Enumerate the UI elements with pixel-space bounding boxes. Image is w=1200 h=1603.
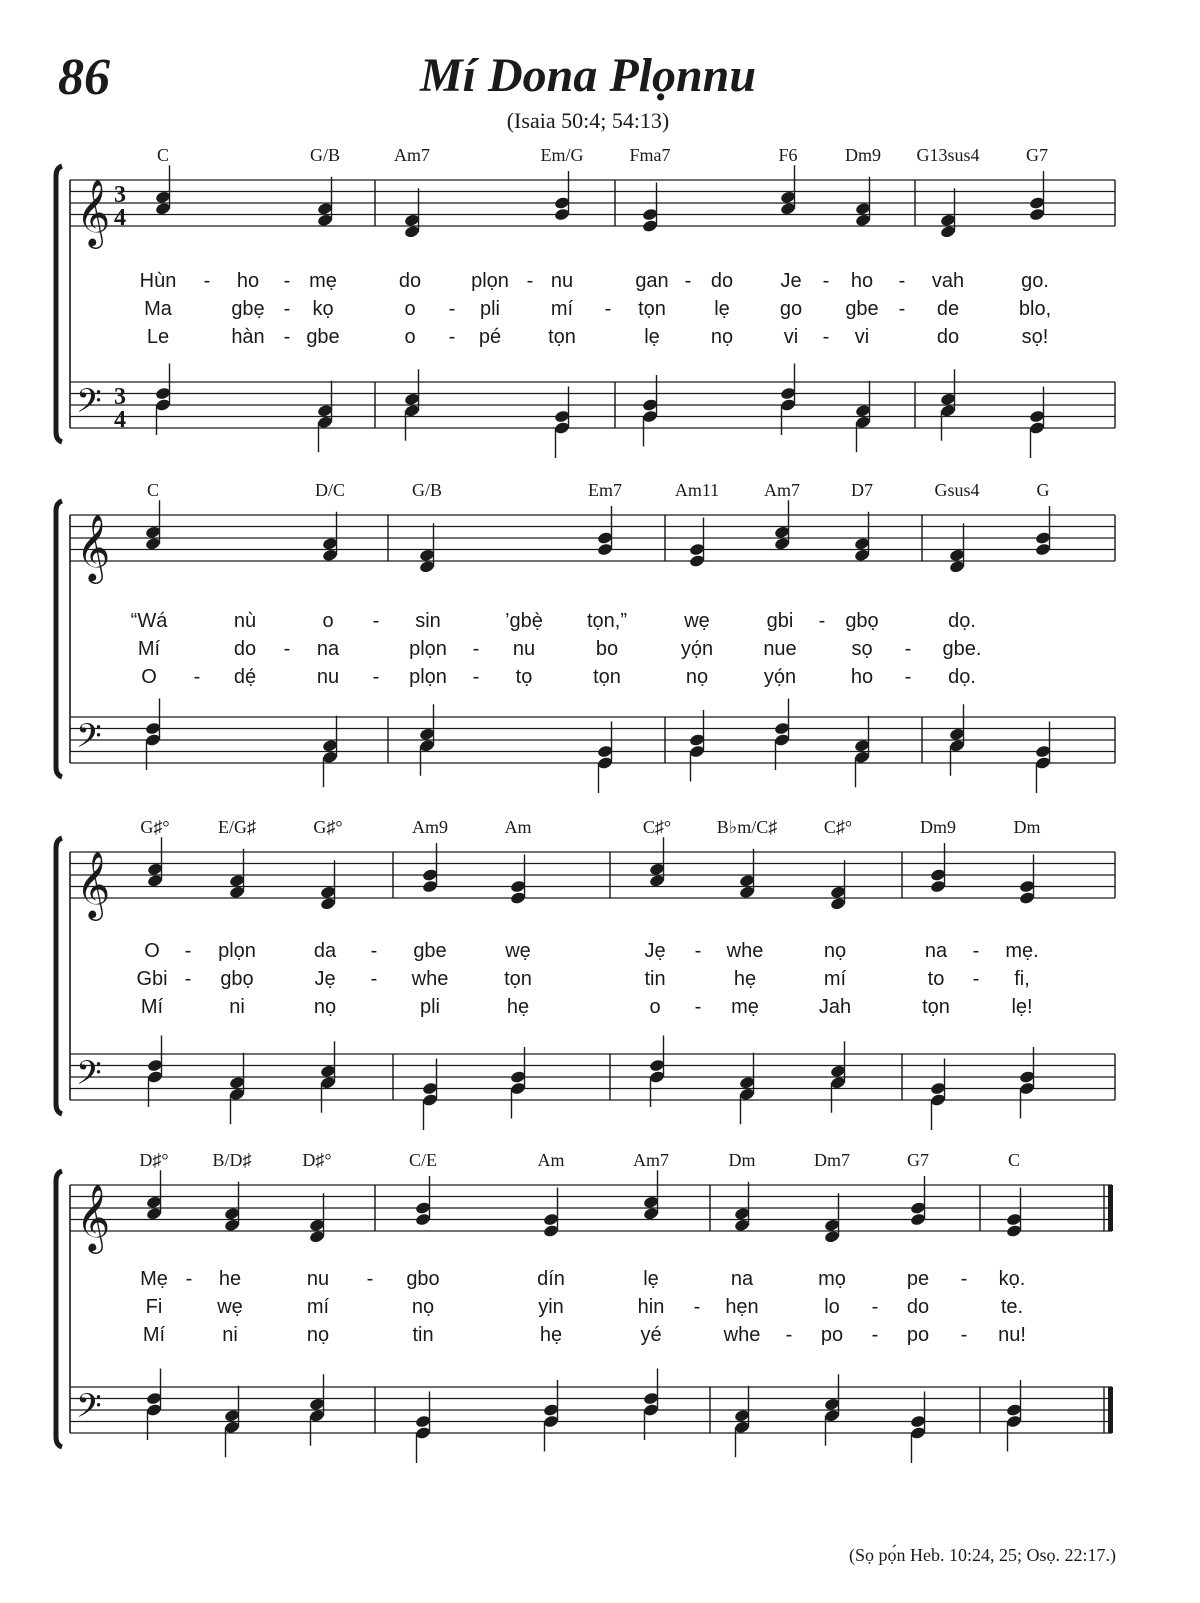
- lyric-syllable: mí: [306, 1296, 330, 1318]
- lyric-syllable: tọ: [515, 666, 533, 688]
- chord-symbol: G13sus4: [916, 145, 980, 165]
- hymn-scripture: (Isaia 50:4; 54:13): [506, 108, 670, 133]
- lyric-syllable: mẹ: [731, 996, 759, 1018]
- lyric-syllable: whe: [411, 968, 449, 990]
- final-barline-thick: [1108, 1387, 1113, 1433]
- lyric-syllable: mí: [550, 298, 574, 320]
- bass-clef-icon: 𝄢: [76, 1387, 102, 1434]
- lyric-syllable: do: [936, 326, 960, 348]
- hymn-title: Mí Dona Plọnnu: [419, 49, 757, 102]
- hymn-number: 86: [58, 49, 110, 106]
- system-bracket: [56, 1171, 62, 1447]
- lyric-syllable: na: [924, 940, 948, 962]
- lyric-syllable: Fi: [145, 1296, 163, 1318]
- chord-symbol: G: [1036, 480, 1050, 500]
- lyric-syllable: pé: [478, 326, 502, 348]
- lyric-syllable: mẹ.: [1005, 940, 1039, 962]
- lyric-syllable: na: [730, 1268, 754, 1290]
- chord-symbol: G/B: [309, 145, 341, 165]
- lyric-syllable: nu: [316, 666, 340, 688]
- lyric-syllable: hẹ: [539, 1324, 563, 1346]
- lyric-syllable: tọn: [593, 666, 621, 688]
- chord-symbol: Dm: [1013, 817, 1041, 837]
- lyric-syllable: nu: [550, 270, 574, 292]
- lyric-syllable: plọn: [409, 638, 447, 660]
- lyric-syllable: “Wá: [130, 610, 168, 632]
- lyric-syllable: lẹ: [714, 298, 730, 320]
- chord-symbol: Em7: [588, 480, 622, 500]
- lyric-syllable: gan: [635, 270, 669, 292]
- time-signature-denominator: 4: [114, 407, 126, 433]
- lyric-hyphen: -: [822, 326, 830, 348]
- lyric-hyphen: -: [370, 940, 378, 962]
- chord-symbol: Fma7: [629, 145, 671, 165]
- lyric-syllable: pli: [479, 298, 501, 320]
- chord-symbol: Dm7: [814, 1150, 850, 1170]
- lyric-hyphen: -: [283, 270, 291, 292]
- lyric-hyphen: -: [372, 610, 380, 632]
- chord-symbol: E/G♯: [218, 817, 256, 837]
- lyric-hyphen: -: [372, 666, 380, 688]
- lyric-syllable: tin: [644, 968, 666, 990]
- lyric-syllable: wẹ: [505, 940, 531, 962]
- lyric-syllable: Jah: [818, 996, 852, 1018]
- lyric-syllable: ni: [229, 996, 245, 1018]
- lyric-hyphen: -: [185, 1268, 193, 1290]
- lyric-syllable: O: [144, 940, 160, 962]
- chord-symbol: Dm9: [845, 145, 881, 165]
- time-signature-numerator: 3: [114, 182, 126, 208]
- chord-symbol: Am7: [633, 1150, 669, 1170]
- lyric-syllable: mẹ: [309, 270, 337, 292]
- time-signature-numerator: 3: [114, 384, 126, 410]
- lyric-hyphen: -: [283, 298, 291, 320]
- lyric-syllable: nọ: [306, 1324, 330, 1346]
- lyric-hyphen: -: [694, 996, 702, 1018]
- lyric-syllable: ho: [236, 270, 260, 292]
- chord-symbol: Am7: [394, 145, 430, 165]
- lyric-hyphen: -: [526, 270, 534, 292]
- chord-symbol: C: [156, 145, 170, 165]
- lyric-syllable: de: [936, 298, 960, 320]
- lyric-hyphen: -: [184, 968, 192, 990]
- chord-symbol: D♯°: [302, 1150, 332, 1170]
- lyric-syllable: dọ.: [948, 666, 976, 688]
- lyric-syllable: nọ: [685, 666, 709, 688]
- lyric-syllable: po: [820, 1324, 844, 1346]
- lyric-hyphen: -: [203, 270, 211, 292]
- treble-clef-icon: 𝄞: [76, 1183, 111, 1251]
- lyric-syllable: o: [649, 996, 661, 1018]
- lyric-syllable: fi,: [1014, 968, 1030, 990]
- chord-symbol: G♯°: [313, 817, 343, 837]
- lyric-syllable: vi: [783, 326, 799, 348]
- music-system-4: [0, 1145, 1200, 1455]
- lyric-hyphen: -: [366, 1268, 374, 1290]
- lyric-syllable: to: [927, 968, 945, 990]
- lyric-hyphen: -: [972, 940, 980, 962]
- lyric-hyphen: -: [818, 610, 826, 632]
- lyric-syllable: tọn: [548, 326, 576, 348]
- lyric-syllable: Mí: [142, 1324, 166, 1346]
- lyric-syllable: Jẹ: [314, 968, 336, 990]
- lyric-hyphen: -: [472, 666, 480, 688]
- chord-symbol: G7: [907, 1150, 929, 1170]
- lyric-syllable: hin: [637, 1296, 665, 1318]
- lyric-syllable: lẹ: [644, 326, 660, 348]
- lyric-syllable: nu!: [998, 1324, 1026, 1346]
- lyric-hyphen: -: [960, 1268, 968, 1290]
- chord-symbol: C♯°: [642, 817, 672, 837]
- lyric-syllable: dẹ́: [233, 666, 257, 688]
- lyric-syllable: tọn: [504, 968, 532, 990]
- lyric-syllable: o: [404, 298, 416, 320]
- lyric-syllable: pli: [419, 996, 441, 1018]
- lyric-syllable: o: [322, 610, 334, 632]
- lyric-syllable: dín: [537, 1268, 565, 1290]
- lyric-syllable: da: [313, 940, 337, 962]
- lyric-hyphen: -: [904, 666, 912, 688]
- lyric-syllable: sọ: [851, 638, 873, 660]
- lyric-hyphen: -: [184, 940, 192, 962]
- bass-clef-icon: 𝄢: [76, 1054, 102, 1101]
- lyric-syllable: do: [906, 1296, 930, 1318]
- treble-clef-icon: 𝄞: [76, 513, 111, 581]
- lyric-syllable: whe: [726, 940, 764, 962]
- lyric-syllable: yọ́n: [763, 666, 797, 688]
- lyric-syllable: yin: [538, 1296, 564, 1318]
- lyric-syllable: gbo: [406, 1268, 440, 1290]
- lyric-hyphen: -: [822, 270, 830, 292]
- bass-clef-icon: 𝄢: [76, 717, 102, 764]
- chord-symbol: B♭m/C♯: [716, 817, 778, 837]
- music-system-1: [0, 140, 1200, 450]
- lyric-syllable: hẹ: [733, 968, 757, 990]
- chord-symbol: D7: [851, 480, 873, 500]
- chord-symbol: C/E: [408, 1150, 438, 1170]
- lyric-syllable: hẹn: [725, 1296, 759, 1318]
- lyric-syllable: plọn: [409, 666, 447, 688]
- lyric-hyphen: -: [448, 298, 456, 320]
- lyric-syllable: hàn: [231, 326, 265, 348]
- lyric-syllable: nu: [512, 638, 536, 660]
- lyric-hyphen: -: [694, 940, 702, 962]
- lyric-hyphen: -: [871, 1324, 879, 1346]
- bass-clef-icon: 𝄢: [76, 382, 102, 429]
- lyric-syllable: yọ́n: [680, 638, 714, 660]
- chord-symbol: Am9: [412, 817, 448, 837]
- lyric-syllable: Je: [780, 270, 802, 292]
- lyric-hyphen: -: [904, 638, 912, 660]
- lyric-syllable: Hùn: [139, 270, 177, 292]
- lyric-syllable: kọ: [312, 298, 334, 320]
- lyric-syllable: ’gbẹ̀: [505, 610, 543, 632]
- chord-symbol: C♯°: [823, 817, 853, 837]
- chord-symbol: C: [146, 480, 160, 500]
- lyric-syllable: he: [218, 1268, 242, 1290]
- lyric-syllable: te.: [1000, 1296, 1024, 1318]
- chord-symbol: Dm: [728, 1150, 756, 1170]
- lyric-syllable: sin: [415, 610, 441, 632]
- lyric-syllable: gbe: [306, 326, 340, 348]
- lyric-hyphen: -: [684, 270, 692, 292]
- chord-symbol: B/D♯: [212, 1150, 252, 1170]
- chord-symbol: D/C: [314, 480, 346, 500]
- lyric-syllable: gbọ: [845, 610, 879, 632]
- chord-symbol: Am: [537, 1150, 565, 1170]
- lyric-syllable: whe: [723, 1324, 761, 1346]
- lyric-syllable: nọ: [710, 326, 734, 348]
- lyric-syllable: gbe.: [942, 638, 982, 660]
- lyric-syllable: blo,: [1018, 298, 1052, 320]
- lyric-syllable: Mí: [137, 638, 161, 660]
- lyric-syllable: ho: [850, 666, 874, 688]
- lyric-syllable: nue: [763, 638, 797, 660]
- lyric-syllable: wẹ: [217, 1296, 243, 1318]
- chord-symbol: Gsus4: [934, 480, 980, 500]
- lyric-syllable: kọ.: [998, 1268, 1026, 1290]
- staff-graphics-3: [0, 812, 1200, 1122]
- lyric-syllable: o: [404, 326, 416, 348]
- lyric-syllable: po: [906, 1324, 930, 1346]
- lyric-syllable: ho: [850, 270, 874, 292]
- lyric-syllable: Mẹ: [140, 1268, 168, 1290]
- lyric-syllable: dọ.: [948, 610, 976, 632]
- lyric-syllable: plọn: [218, 940, 256, 962]
- lyric-syllable: mọ: [818, 1268, 846, 1290]
- music-system-3: [0, 812, 1200, 1122]
- final-barline-thick: [1108, 1185, 1113, 1231]
- chord-symbol: G7: [1026, 145, 1048, 165]
- chord-symbol: Dm9: [920, 817, 956, 837]
- lyric-syllable: lẹ: [643, 1268, 659, 1290]
- lyric-syllable: go.: [1021, 270, 1049, 292]
- chord-symbol: Am11: [674, 480, 720, 500]
- lyric-syllable: vah: [931, 270, 965, 292]
- lyric-syllable: Le: [146, 326, 170, 348]
- chord-symbol: Am: [504, 817, 532, 837]
- chord-symbol: F6: [778, 145, 798, 165]
- lyric-syllable: tọn: [922, 996, 950, 1018]
- system-bracket: [56, 166, 62, 442]
- lyric-hyphen: -: [898, 270, 906, 292]
- lyric-syllable: tin: [412, 1324, 434, 1346]
- lyric-syllable: yé: [640, 1324, 662, 1346]
- lyric-hyphen: -: [472, 638, 480, 660]
- lyric-syllable: do: [233, 638, 257, 660]
- lyric-syllable: Ma: [144, 298, 172, 320]
- lyric-syllable: go: [779, 298, 803, 320]
- lyric-syllable: lẹ!: [1011, 996, 1033, 1018]
- lyric-syllable: bo: [595, 638, 619, 660]
- chord-symbol: D♯°: [139, 1150, 169, 1170]
- lyric-hyphen: -: [283, 638, 291, 660]
- lyric-syllable: O: [141, 666, 157, 688]
- lyric-syllable: plọn: [471, 270, 509, 292]
- lyric-syllable: na: [316, 638, 340, 660]
- system-bracket: [56, 501, 62, 777]
- lyric-hyphen: -: [785, 1324, 793, 1346]
- lyric-syllable: gbe: [413, 940, 447, 962]
- time-signature-denominator: 4: [114, 205, 126, 231]
- lyric-hyphen: -: [972, 968, 980, 990]
- lyric-hyphen: -: [898, 298, 906, 320]
- treble-clef-icon: 𝄞: [76, 178, 111, 246]
- lyric-hyphen: -: [693, 1296, 701, 1318]
- lyric-syllable: hẹ: [506, 996, 530, 1018]
- lyric-syllable: nu: [306, 1268, 330, 1290]
- lyric-syllable: nọ: [411, 1296, 435, 1318]
- lyric-syllable: nù: [233, 610, 257, 632]
- lyric-syllable: nọ: [313, 996, 337, 1018]
- scripture-footnote: (Sọ pọ́n Heb. 10:24, 25; Osọ. 22:17.): [849, 1545, 1116, 1565]
- lyric-hyphen: -: [871, 1296, 879, 1318]
- lyric-syllable: tọn: [638, 298, 666, 320]
- lyric-syllable: vi: [854, 326, 870, 348]
- lyric-hyphen: -: [193, 666, 201, 688]
- lyric-syllable: Jẹ: [644, 940, 666, 962]
- chord-symbol: G/B: [411, 480, 443, 500]
- lyric-syllable: gbi: [766, 610, 794, 632]
- lyric-syllable: sọ!: [1021, 326, 1049, 348]
- lyric-syllable: wẹ: [684, 610, 710, 632]
- lyric-syllable: gbe: [845, 298, 879, 320]
- lyric-hyphen: -: [604, 298, 612, 320]
- lyric-syllable: do: [398, 270, 422, 292]
- system-bracket: [56, 838, 62, 1114]
- lyric-hyphen: -: [448, 326, 456, 348]
- chord-symbol: Em/G: [540, 145, 584, 165]
- lyric-syllable: ni: [222, 1324, 238, 1346]
- lyric-syllable: gbọ: [220, 968, 254, 990]
- lyric-syllable: nọ: [823, 940, 847, 962]
- lyric-syllable: Gbi: [136, 968, 168, 990]
- lyric-syllable: Mí: [140, 996, 164, 1018]
- lyric-syllable: tọn,”: [586, 610, 628, 632]
- lyric-hyphen: -: [370, 968, 378, 990]
- lyric-syllable: mí: [823, 968, 847, 990]
- chord-symbol: Am7: [764, 480, 800, 500]
- lyric-syllable: lo: [824, 1296, 840, 1318]
- chord-symbol: G♯°: [140, 817, 170, 837]
- lyric-syllable: pe: [906, 1268, 930, 1290]
- lyric-syllable: gbẹ: [231, 298, 265, 320]
- staff-graphics-1: [0, 140, 1200, 450]
- chord-symbol: C: [1007, 1150, 1021, 1170]
- music-system-2: [0, 475, 1200, 785]
- treble-clef-icon: 𝄞: [76, 850, 111, 918]
- lyric-hyphen: -: [283, 326, 291, 348]
- lyric-hyphen: -: [960, 1324, 968, 1346]
- lyric-syllable: do: [710, 270, 734, 292]
